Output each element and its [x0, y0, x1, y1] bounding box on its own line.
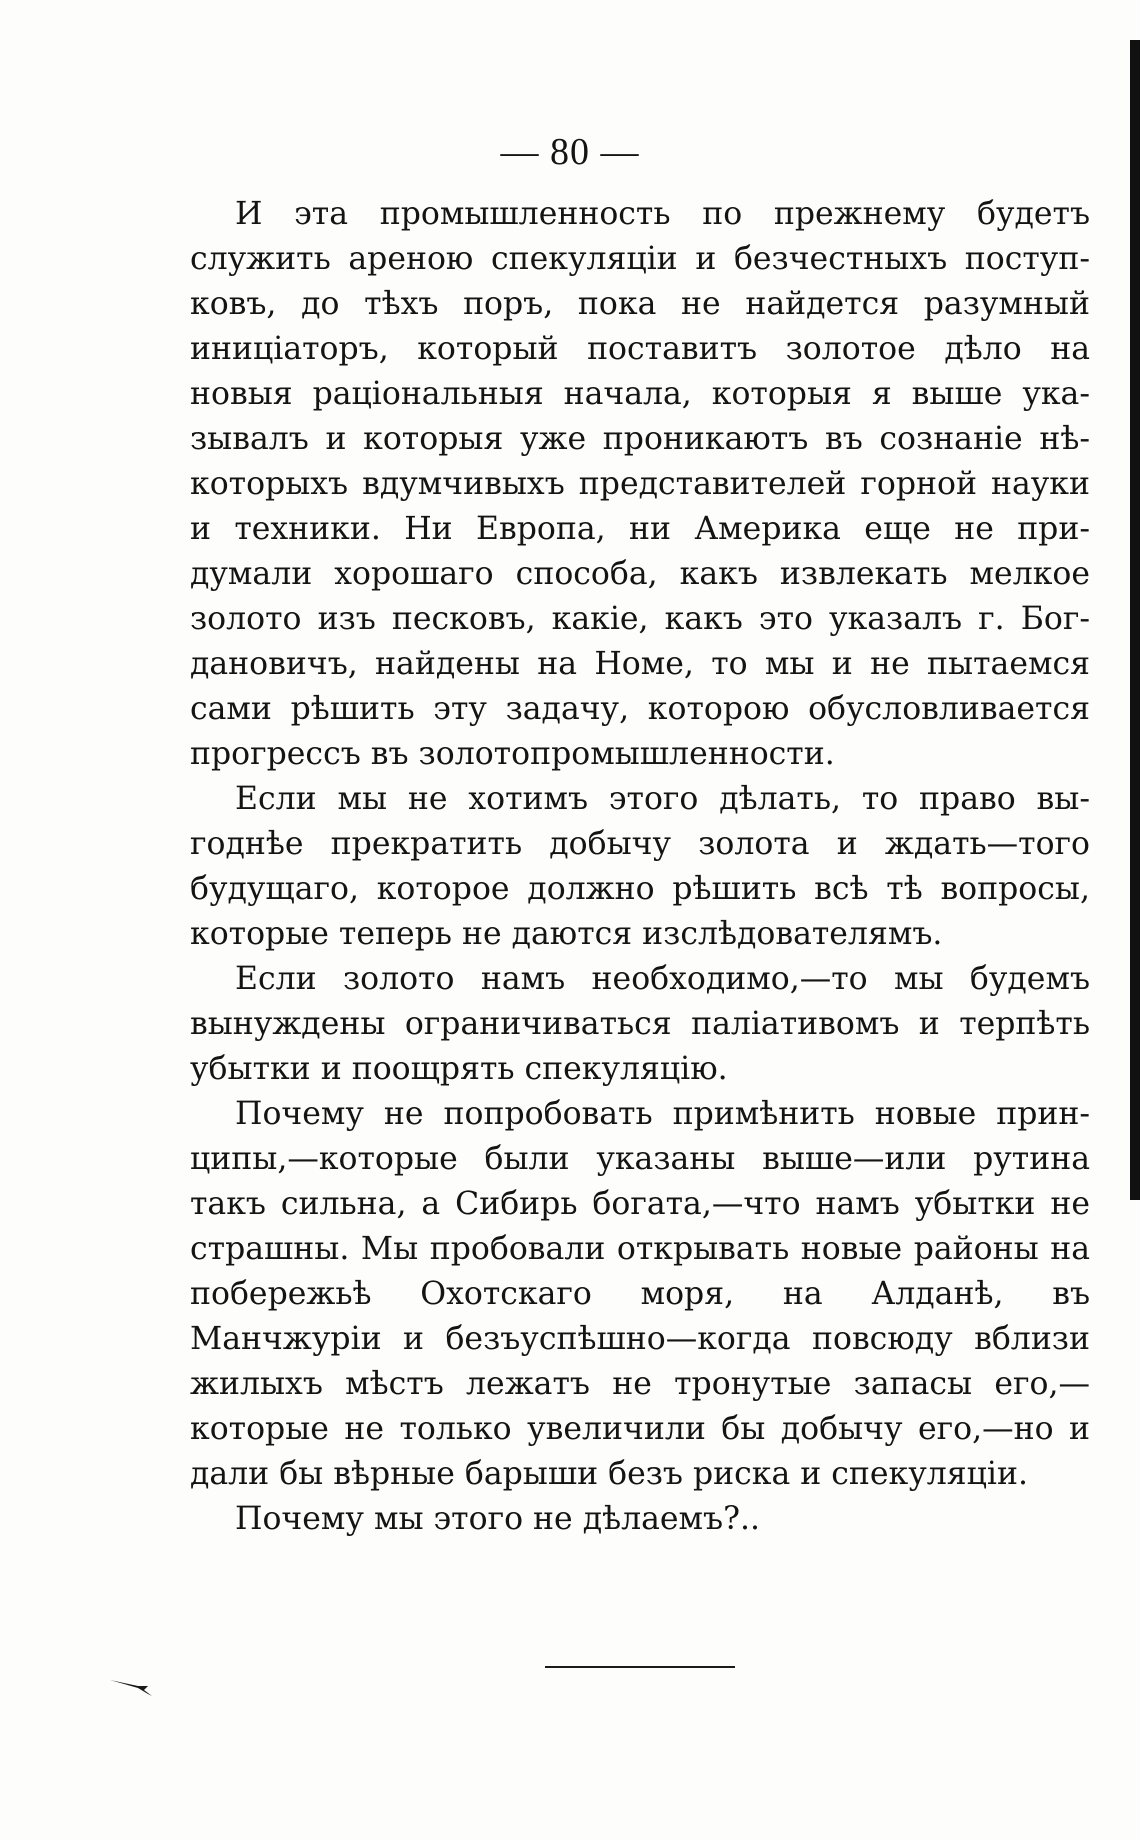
paragraph-2: Если мы не хотимъ этого дѣлать, то право выгоднѣе прекратить добычу золота и ждать—того будущаго, которое должно рѣшить всѣ тѣ вопросы, которые теперь не даются изслѣдователямъ.	[190, 781, 1090, 952]
page-edge-shadow	[1130, 40, 1140, 1200]
body-text	[190, 192, 1090, 1542]
page-number: — 80 —	[500, 131, 640, 173]
section-end-rule	[545, 1666, 735, 1668]
paragraph-4: Почему не попробовать примѣнить новые принципы,—которые были указаны выше—или рутина такъ сильна, а Сибирь богата,—что намъ убытки не страшны. Мы пробовали открывать новые районы на побережьѣ Охотскаго моря, на Алданѣ, въ Манчжуріи и безъуспѣшно—когда повсюду вблизи жилыхъ мѣстъ лежатъ не тронутые запасы его,— которые не только увеличили бы добычу его,—но и дали бы вѣрные барыши безъ риска и спекуляціи.	[190, 1096, 1090, 1492]
paragraph-3: Если золото намъ необходимо,—то мы будемъ вынуждены ограничиваться паліативомъ и терпѣть убытки и поощрять спекуляцію.	[190, 961, 1090, 1087]
ink-blot-mark	[108, 1676, 156, 1698]
paragraph-1: И эта промышленность по прежнему будетъ служить ареною спекуляціи и безчестныхъ поступковъ, до тѣхъ поръ, пока не найдется разумный иниціаторъ, который поставитъ золотое дѣло на новыя раціональныя начала, которыя я выше указывалъ и которыя уже проникаютъ въ сознаніе нѣкоторыхъ вдумчивыхъ представителей горной науки и техники. Ни Европа, ни Америка еще не придумали хорошаго способа, какъ извлекать мелкое золото изъ песковъ, какіе, какъ это указалъ г. Богдановичъ, найдены на Номе, то мы и не пытаемся сами рѣшить эту задачу, которою обусловливается прогрессъ въ золотопромышленности.	[190, 196, 1090, 772]
paragraph-5: Почему мы этого не дѣлаемъ?..	[235, 1501, 760, 1537]
